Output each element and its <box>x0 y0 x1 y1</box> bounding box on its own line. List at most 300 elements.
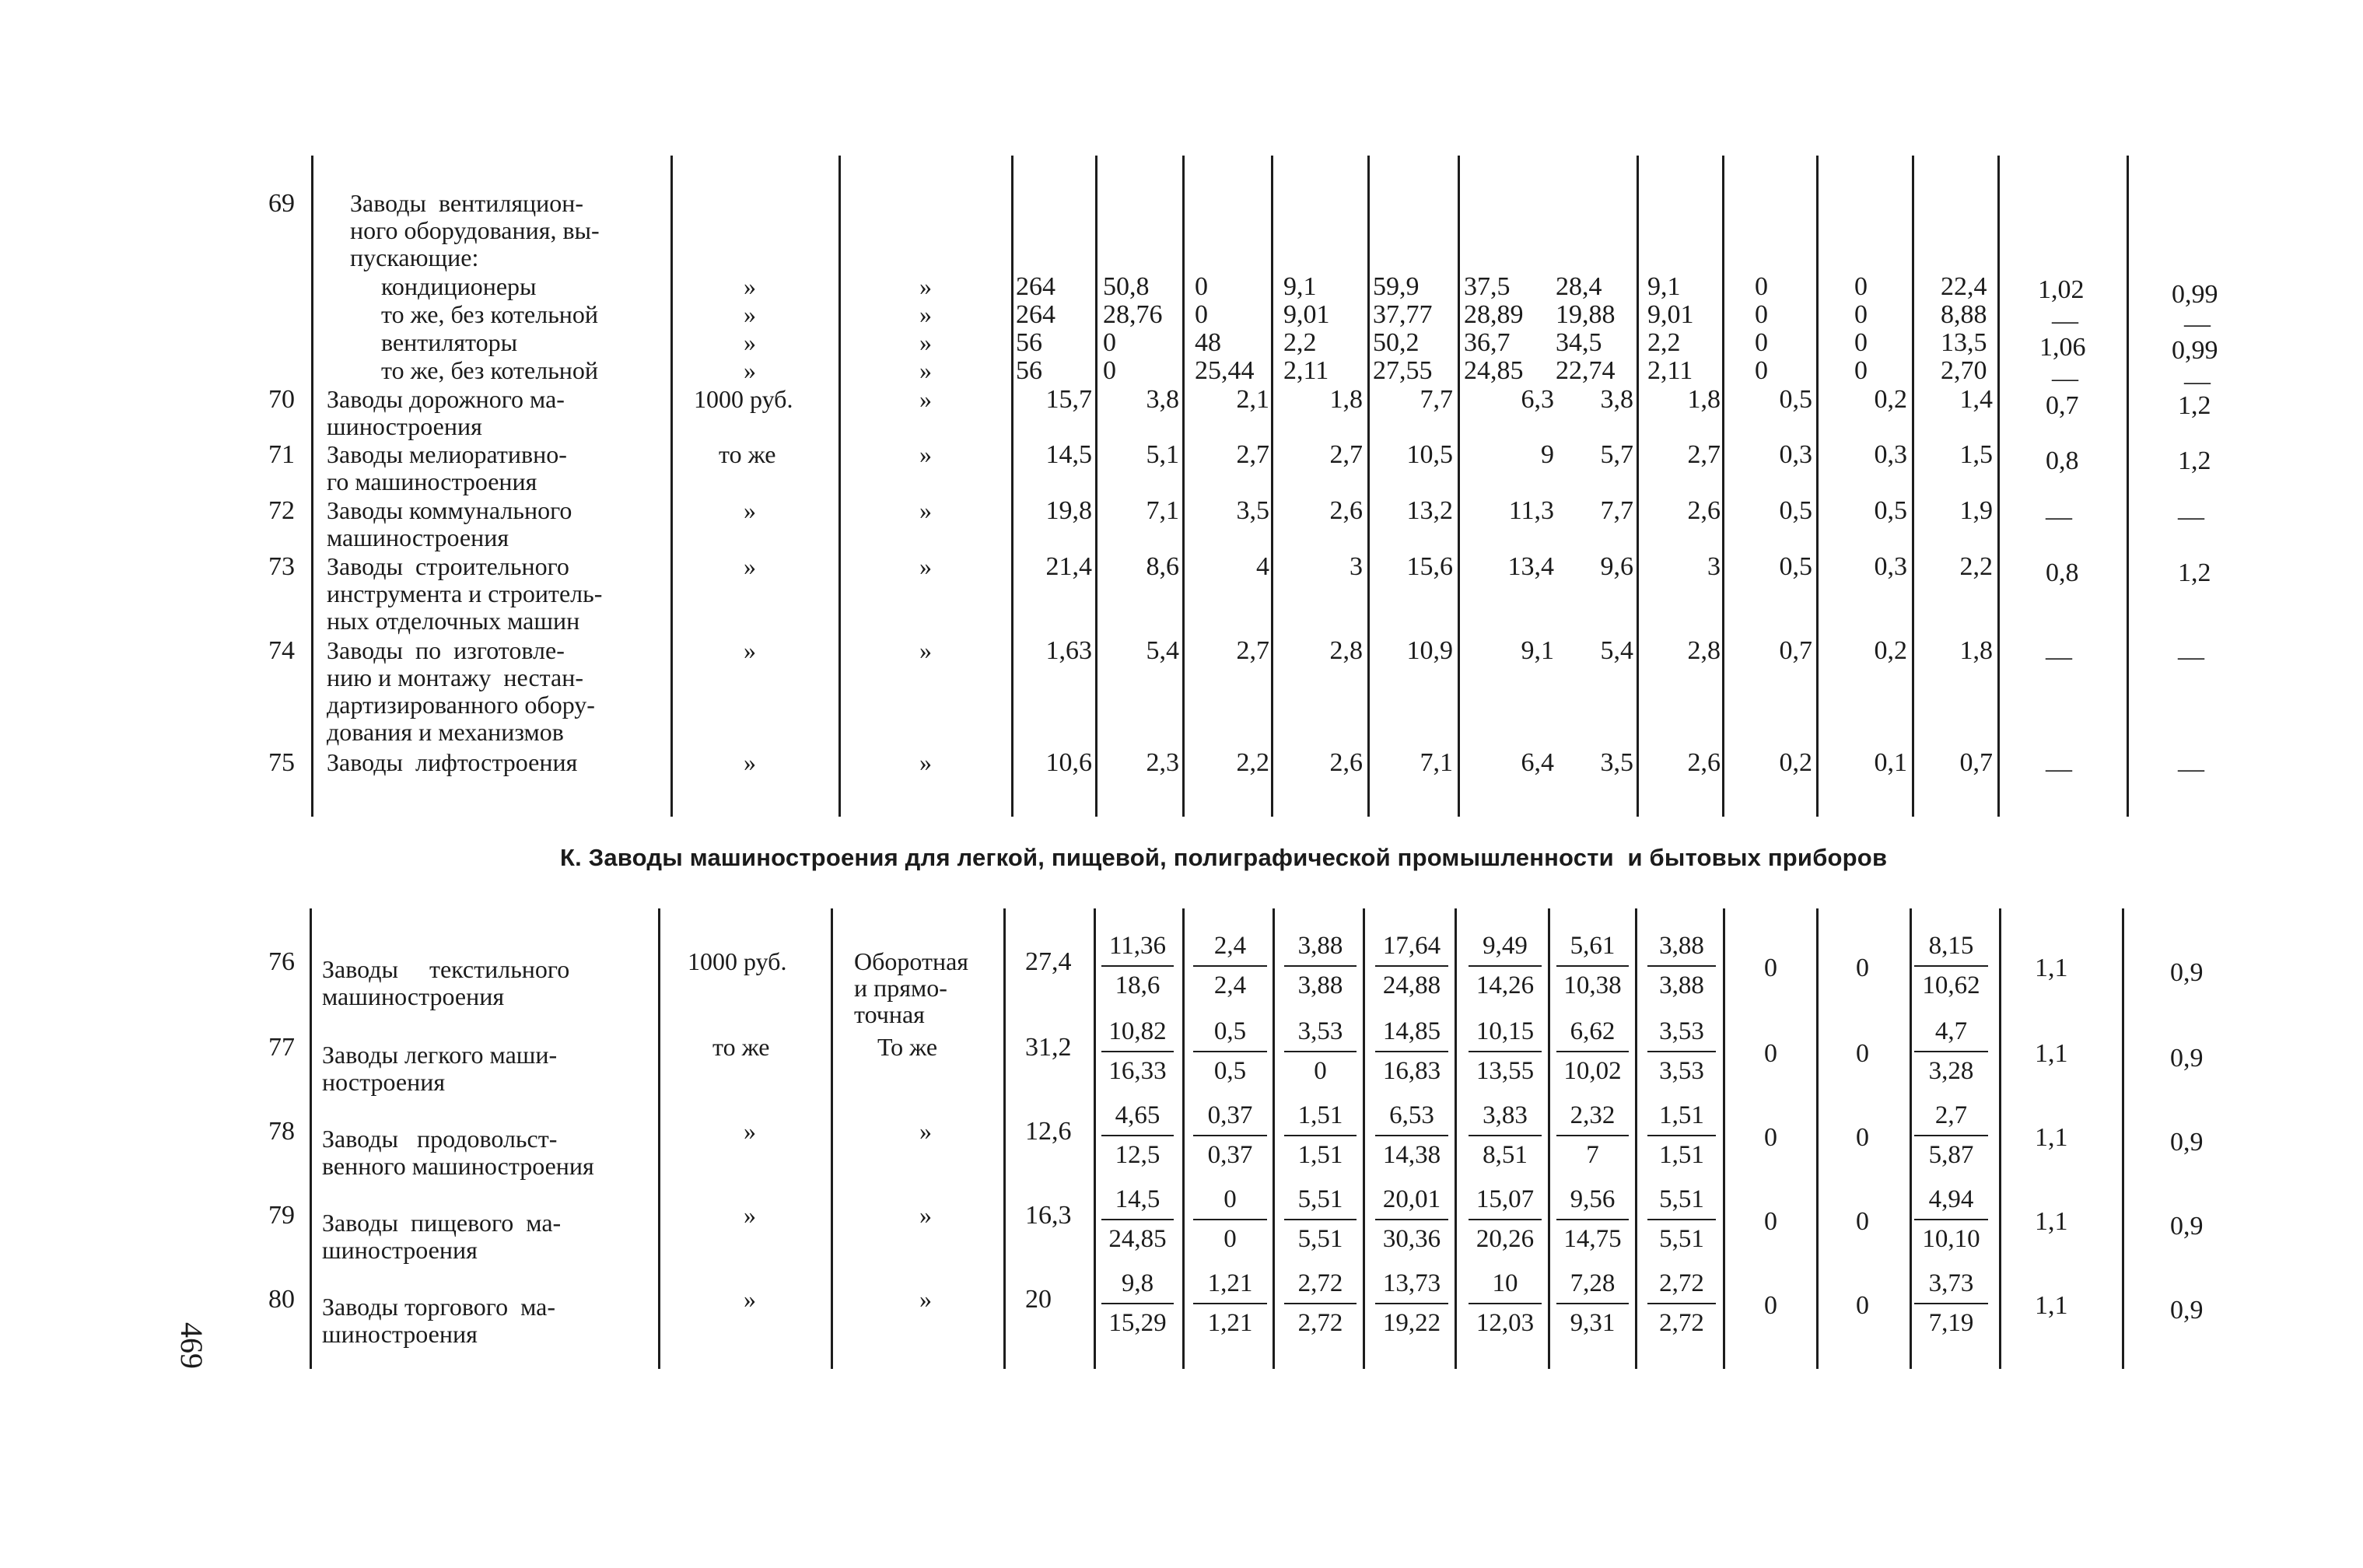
fraction-bar <box>1469 965 1542 967</box>
fraction-bar <box>1914 1051 1988 1052</box>
value-cell: 0 <box>1755 328 1768 357</box>
fraction-denominator: 1,51 <box>1659 1141 1704 1169</box>
value-cell: 0,9 <box>2170 1296 2204 1325</box>
unit-cell: » <box>744 300 756 328</box>
fraction-cell <box>1189 1103 1272 1168</box>
unit-cell: » <box>744 1117 756 1145</box>
row-name-line: дования и механизмов <box>327 718 564 746</box>
value-cell: 0 <box>1856 1207 1869 1236</box>
fraction-bar <box>1647 1135 1716 1136</box>
value-cell: 16,3 <box>1025 1201 1072 1230</box>
fraction-numerator: 4,7 <box>1934 1017 1968 1045</box>
value-cell: 3,5 <box>1236 496 1269 525</box>
fraction-numerator: 9,56 <box>1570 1185 1616 1213</box>
fraction-cell <box>1189 1271 1272 1336</box>
fraction-numerator: 0,5 <box>1213 1017 1247 1045</box>
value-cell: 0 <box>1856 954 1869 982</box>
fraction-cell <box>1097 1019 1178 1084</box>
fraction-numerator: 14,5 <box>1115 1185 1160 1213</box>
unit-cell: » <box>744 496 756 524</box>
fraction-numerator: 2,32 <box>1570 1101 1616 1129</box>
fraction-numerator: 20,01 <box>1382 1185 1441 1213</box>
fraction-numerator: 10,82 <box>1108 1017 1167 1045</box>
table2-column-rule <box>831 908 833 1369</box>
fraction-bar <box>1284 1135 1357 1136</box>
fraction-numerator: 2,72 <box>1297 1269 1343 1297</box>
table1-column-rule <box>1367 156 1370 817</box>
fraction-bar <box>1375 965 1448 967</box>
fraction-numerator: 4,94 <box>1928 1185 1974 1213</box>
value-cell: — <box>2046 754 2072 783</box>
fraction-bar <box>1101 1219 1174 1220</box>
fraction-denominator: 14,38 <box>1382 1141 1441 1169</box>
fraction-denominator: 12,5 <box>1115 1141 1160 1169</box>
unit-cell: » <box>744 328 756 356</box>
unit-cell: » <box>744 356 756 384</box>
table1-column-rule <box>1011 156 1013 817</box>
system-cell: » <box>919 636 932 664</box>
system-cell: » <box>919 356 932 384</box>
value-cell: 34,5 <box>1556 328 1602 357</box>
subrow-name: то же, без котельной <box>381 356 599 384</box>
fraction-cell <box>1643 1019 1721 1084</box>
fraction-numerator: 10,15 <box>1476 1017 1535 1045</box>
value-cell: 5,4 <box>1600 636 1633 665</box>
value-cell: 0 <box>1856 1291 1869 1320</box>
value-cell: 3 <box>1350 552 1363 581</box>
fraction-denominator: 10,02 <box>1563 1057 1622 1085</box>
value-cell: 2,7 <box>1329 440 1363 469</box>
system-cell: Оборотная <box>854 947 968 975</box>
table2-column-rule <box>1816 908 1819 1369</box>
fraction-cell <box>1280 1271 1361 1336</box>
fraction-bar <box>1193 965 1267 967</box>
table2-column-rule <box>310 908 312 1369</box>
value-cell: 1,5 <box>1959 440 1993 469</box>
fraction-denominator: 2,72 <box>1659 1309 1704 1337</box>
value-cell: 0 <box>1103 356 1116 385</box>
fraction-numerator: 5,51 <box>1297 1185 1343 1213</box>
row-name-line: Заводы мелиоративно- <box>327 440 567 468</box>
value-cell: 0,99 <box>2172 336 2218 365</box>
value-cell: 0,7 <box>2046 391 2079 420</box>
subrow-name: кондиционеры <box>381 272 537 300</box>
fraction-bar <box>1375 1135 1448 1136</box>
table1-column-rule <box>1816 156 1819 817</box>
table1-column-rule <box>670 156 673 817</box>
value-cell: 0,99 <box>2172 280 2218 309</box>
value-cell: 1,9 <box>1959 496 1993 525</box>
value-cell: 1,1 <box>2035 1207 2068 1236</box>
subrow-name: вентиляторы <box>381 328 518 356</box>
value-cell: 25,44 <box>1195 356 1255 385</box>
fraction-bar <box>1469 1135 1542 1136</box>
value-cell: 0 <box>1195 272 1208 301</box>
fraction-bar <box>1556 1135 1629 1136</box>
value-cell: 0,8 <box>2046 446 2079 475</box>
fraction-cell <box>1097 1103 1178 1168</box>
fraction-cell <box>1097 1271 1178 1336</box>
value-cell: 28,4 <box>1556 272 1602 301</box>
fraction-cell <box>1552 1271 1633 1336</box>
fraction-denominator: 0 <box>1314 1057 1327 1085</box>
row-number: 77 <box>268 1033 295 1062</box>
value-cell: 9 <box>1541 440 1554 469</box>
value-cell: 2,2 <box>1647 328 1681 357</box>
fraction-cell <box>1280 933 1361 999</box>
value-cell: 21,4 <box>1045 552 1092 581</box>
row-name-line: ностроения <box>322 1068 446 1096</box>
value-cell: 24,85 <box>1464 356 1524 385</box>
row-number: 74 <box>268 636 295 665</box>
value-cell: 0 <box>1854 272 1868 301</box>
value-cell: 0,9 <box>2170 1044 2204 1073</box>
value-cell: 9,6 <box>1600 552 1633 581</box>
fraction-numerator: 8,15 <box>1928 932 1974 960</box>
value-cell: 3,8 <box>1146 385 1179 414</box>
row-number: 80 <box>268 1285 295 1314</box>
fraction-numerator: 6,62 <box>1570 1017 1616 1045</box>
value-cell: 31,2 <box>1025 1033 1072 1062</box>
row-number: 71 <box>268 440 295 469</box>
value-cell: 0,2 <box>1874 636 1907 665</box>
value-cell: 0 <box>1764 1207 1777 1236</box>
value-cell: 37,5 <box>1464 272 1511 301</box>
value-cell: 0 <box>1856 1123 1869 1152</box>
fraction-denominator: 14,75 <box>1563 1225 1622 1253</box>
row-name-line: машиностроения <box>327 523 509 551</box>
value-cell: 9,1 <box>1521 636 1554 665</box>
fraction-cell <box>1189 933 1272 999</box>
value-cell: 0 <box>1854 300 1868 329</box>
row-name-line: Заводы лифтостроения <box>327 748 578 776</box>
value-cell: 3,5 <box>1600 748 1633 777</box>
fraction-denominator: 13,55 <box>1476 1057 1535 1085</box>
value-cell: 9,01 <box>1283 300 1330 329</box>
value-cell: 0 <box>1854 328 1868 357</box>
system-cell: » <box>919 385 932 413</box>
fraction-numerator: 17,64 <box>1382 932 1441 960</box>
value-cell: 1,06 <box>2039 333 2086 362</box>
fraction-cell <box>1097 1187 1178 1252</box>
fraction-numerator: 15,07 <box>1476 1185 1535 1213</box>
fraction-denominator: 9,31 <box>1570 1309 1616 1337</box>
fraction-bar <box>1284 1051 1357 1052</box>
fraction-bar <box>1101 965 1174 967</box>
system-cell: » <box>919 748 932 776</box>
table1-column-rule <box>838 156 841 817</box>
value-cell: 2,7 <box>1687 440 1721 469</box>
fraction-denominator: 16,33 <box>1108 1057 1167 1085</box>
fraction-denominator: 5,51 <box>1659 1225 1704 1253</box>
system-cell: » <box>919 328 932 356</box>
value-cell: 0,7 <box>1779 636 1812 665</box>
value-cell: 50,2 <box>1373 328 1420 357</box>
fraction-bar <box>1193 1303 1267 1304</box>
value-cell: 7,1 <box>1420 748 1453 777</box>
value-cell: 2,11 <box>1283 356 1329 385</box>
fraction-bar <box>1469 1051 1542 1052</box>
table2-column-rule <box>1635 908 1637 1369</box>
value-cell: 0,5 <box>1779 496 1812 525</box>
unit-cell: 1000 руб. <box>694 385 793 413</box>
row-number: 75 <box>268 748 295 777</box>
fraction-denominator: 7 <box>1586 1141 1599 1169</box>
table2-column-rule <box>1273 908 1275 1369</box>
value-cell: — <box>2052 306 2078 335</box>
system-cell: и прямо- <box>854 974 947 1002</box>
system-cell: » <box>919 272 932 300</box>
value-cell: 0,2 <box>1779 748 1812 777</box>
row-number: 79 <box>268 1201 295 1230</box>
fraction-denominator: 8,51 <box>1483 1141 1528 1169</box>
fraction-cell <box>1464 1019 1546 1084</box>
value-cell: 13,5 <box>1941 328 1987 357</box>
value-cell: 19,88 <box>1556 300 1616 329</box>
value-cell: 1,4 <box>1959 385 1993 414</box>
value-cell: 6,3 <box>1521 385 1554 414</box>
value-cell: 12,6 <box>1025 1117 1072 1146</box>
table2-column-rule <box>1548 908 1550 1369</box>
fraction-cell <box>1371 1271 1453 1336</box>
fraction-bar <box>1556 965 1629 967</box>
value-cell: 2,7 <box>1236 636 1269 665</box>
row-name-line: Заводы коммунального <box>327 496 572 524</box>
value-cell: 36,7 <box>1464 328 1511 357</box>
row-number: 72 <box>268 496 295 525</box>
fraction-numerator: 3,88 <box>1659 932 1704 960</box>
value-cell: 5,4 <box>1146 636 1179 665</box>
value-cell: 22,4 <box>1941 272 1987 301</box>
fraction-denominator: 24,85 <box>1108 1225 1167 1253</box>
value-cell: 9,1 <box>1647 272 1681 301</box>
fraction-numerator: 7,28 <box>1570 1269 1616 1297</box>
value-cell: 1,1 <box>2035 1039 2068 1068</box>
value-cell: 3 <box>1707 552 1721 581</box>
fraction-bar <box>1914 1135 1988 1136</box>
value-cell: 0 <box>1755 356 1768 385</box>
value-cell: 2,6 <box>1329 496 1363 525</box>
value-cell: 3,8 <box>1600 385 1633 414</box>
value-cell: 56 <box>1016 328 1042 357</box>
value-cell: 0,7 <box>1959 748 1993 777</box>
table1-column-rule <box>311 156 313 817</box>
value-cell: 10,6 <box>1045 748 1092 777</box>
row-name-line: Заводы текстильного <box>322 955 570 983</box>
row-name-line: го машиностроения <box>327 467 537 495</box>
fraction-bar <box>1101 1135 1174 1136</box>
fraction-denominator: 3,28 <box>1928 1057 1974 1085</box>
fraction-denominator: 10,10 <box>1922 1225 1980 1253</box>
row-number: 73 <box>268 552 295 581</box>
value-cell: 37,77 <box>1373 300 1433 329</box>
value-cell: 2,70 <box>1941 356 1987 385</box>
fraction-bar <box>1647 1303 1716 1304</box>
fraction-numerator: 6,53 <box>1389 1101 1434 1129</box>
fraction-numerator: 2,72 <box>1659 1269 1704 1297</box>
row-number: 76 <box>268 947 295 976</box>
fraction-denominator: 16,83 <box>1382 1057 1441 1085</box>
value-cell: 15,7 <box>1045 385 1092 414</box>
table1-column-rule <box>1095 156 1097 817</box>
unit-cell: » <box>744 1285 756 1313</box>
fraction-denominator: 0 <box>1224 1225 1237 1253</box>
value-cell: 0,5 <box>1779 552 1812 581</box>
value-cell: 9,01 <box>1647 300 1694 329</box>
value-cell: 7,7 <box>1600 496 1633 525</box>
row-name-line: венного машиностроения <box>322 1152 594 1180</box>
value-cell: 0 <box>1856 1039 1869 1068</box>
row-name-line: инструмента и строитель- <box>327 579 603 607</box>
value-cell: 1,2 <box>2178 446 2211 475</box>
fraction-denominator: 0,37 <box>1207 1141 1253 1169</box>
value-cell: 8,88 <box>1941 300 1987 329</box>
fraction-denominator: 12,03 <box>1476 1309 1535 1337</box>
fraction-numerator: 5,61 <box>1570 932 1616 960</box>
fraction-cell <box>1464 1187 1546 1252</box>
fraction-cell <box>1097 933 1178 999</box>
fraction-bar <box>1647 1051 1716 1052</box>
value-cell: 0 <box>1764 954 1777 982</box>
value-cell: — <box>2178 754 2204 783</box>
value-cell: 2,8 <box>1687 636 1721 665</box>
value-cell: 48 <box>1195 328 1221 357</box>
fraction-cell <box>1371 1019 1453 1084</box>
value-cell: 50,8 <box>1103 272 1150 301</box>
value-cell: 2,6 <box>1329 748 1363 777</box>
fraction-bar <box>1193 1219 1267 1220</box>
fraction-bar <box>1914 1303 1988 1304</box>
fraction-numerator: 1,51 <box>1297 1101 1343 1129</box>
row-name-line: ных отделочных машин <box>327 607 580 635</box>
value-cell: 10,5 <box>1406 440 1453 469</box>
value-cell: 1,1 <box>2035 1123 2068 1152</box>
fraction-numerator: 1,51 <box>1659 1101 1704 1129</box>
value-cell: — <box>2046 502 2072 531</box>
system-cell: » <box>919 1201 932 1229</box>
row-number: 70 <box>268 385 295 414</box>
fraction-denominator: 5,87 <box>1928 1141 1974 1169</box>
fraction-denominator: 3,88 <box>1297 971 1343 999</box>
fraction-bar <box>1469 1303 1542 1304</box>
value-cell: 7,7 <box>1420 385 1453 414</box>
fraction-cell <box>1371 933 1453 999</box>
table1-column-rule <box>1271 156 1273 817</box>
table1-column-rule <box>2127 156 2129 817</box>
value-cell: 27,55 <box>1373 356 1433 385</box>
value-cell: — <box>2184 367 2211 396</box>
value-cell: 264 <box>1016 272 1055 301</box>
unit-cell: » <box>744 1201 756 1229</box>
fraction-cell <box>1910 1103 1993 1168</box>
value-cell: 56 <box>1016 356 1042 385</box>
value-cell: 264 <box>1016 300 1055 329</box>
table1-column-rule <box>1458 156 1460 817</box>
value-cell: 0,8 <box>2046 558 2079 587</box>
fraction-denominator: 3,53 <box>1659 1057 1704 1085</box>
fraction-bar <box>1556 1051 1629 1052</box>
system-cell: » <box>919 440 932 468</box>
fraction-denominator: 15,29 <box>1108 1309 1167 1337</box>
value-cell: 2,1 <box>1236 385 1269 414</box>
value-cell: 14,5 <box>1045 440 1092 469</box>
fraction-cell <box>1643 1271 1721 1336</box>
value-cell: 0 <box>1854 356 1868 385</box>
fraction-bar <box>1647 965 1716 967</box>
fraction-bar <box>1375 1051 1448 1052</box>
fraction-bar <box>1914 965 1988 967</box>
value-cell: 0 <box>1195 300 1208 329</box>
fraction-bar <box>1375 1219 1448 1220</box>
unit-cell: » <box>744 272 756 300</box>
fraction-bar <box>1101 1051 1174 1052</box>
value-cell: 28,89 <box>1464 300 1524 329</box>
fraction-denominator: 19,22 <box>1382 1309 1441 1337</box>
row-name-line: шиностроения <box>327 412 482 440</box>
value-cell: 0,9 <box>2170 1128 2204 1157</box>
value-cell: 20 <box>1025 1285 1052 1314</box>
row-name-line: Заводы легкого маши- <box>322 1041 558 1069</box>
fraction-numerator: 0 <box>1224 1185 1237 1213</box>
fraction-numerator: 9,49 <box>1483 932 1528 960</box>
table2-column-rule <box>658 908 660 1369</box>
value-cell: 2,3 <box>1146 748 1179 777</box>
row-name-line: шиностроения <box>322 1236 478 1264</box>
value-cell: 27,4 <box>1025 947 1072 976</box>
value-cell: 13,2 <box>1406 496 1453 525</box>
row-name-line: дартизированного обору- <box>327 691 595 719</box>
fraction-numerator: 10 <box>1492 1269 1518 1297</box>
fraction-cell <box>1910 1019 1993 1084</box>
system-cell: » <box>919 1285 932 1313</box>
value-cell: 2,8 <box>1329 636 1363 665</box>
fraction-denominator: 18,6 <box>1115 971 1160 999</box>
row-name-line: Заводы продовольст- <box>322 1125 558 1153</box>
table2-column-rule <box>1723 908 1725 1369</box>
fraction-bar <box>1647 1219 1716 1220</box>
value-cell: 0 <box>1764 1039 1777 1068</box>
table2-column-rule <box>1182 908 1185 1369</box>
value-cell: 0 <box>1103 328 1116 357</box>
system-cell: » <box>919 496 932 524</box>
fraction-denominator: 7,19 <box>1928 1309 1974 1337</box>
value-cell: 4 <box>1256 552 1269 581</box>
table1-column-rule <box>1912 156 1914 817</box>
table2-column-rule <box>2122 908 2124 1369</box>
table1-column-rule <box>1997 156 2000 817</box>
value-cell: 0,5 <box>1779 385 1812 414</box>
value-cell: 1,2 <box>2178 391 2211 420</box>
value-cell: — <box>2178 502 2204 531</box>
row-name-line: Заводы по изготовле- <box>327 636 565 664</box>
fraction-numerator: 3,83 <box>1483 1101 1528 1129</box>
value-cell: 0,1 <box>1874 748 1907 777</box>
row-name-line: шиностроения <box>322 1320 478 1348</box>
fraction-numerator: 5,51 <box>1659 1185 1704 1213</box>
value-cell: 1,8 <box>1329 385 1363 414</box>
row-name-line: Заводы торгового ма- <box>322 1293 555 1321</box>
value-cell: 0,3 <box>1779 440 1812 469</box>
fraction-cell <box>1371 1187 1453 1252</box>
fraction-denominator: 10,38 <box>1563 971 1622 999</box>
row-number: 78 <box>268 1117 295 1146</box>
table1-column-rule <box>1182 156 1185 817</box>
fraction-bar <box>1375 1303 1448 1304</box>
value-cell: 2,2 <box>1236 748 1269 777</box>
fraction-numerator: 9,8 <box>1121 1269 1154 1297</box>
table2-column-rule <box>1094 908 1096 1369</box>
fraction-numerator: 3,53 <box>1659 1017 1704 1045</box>
